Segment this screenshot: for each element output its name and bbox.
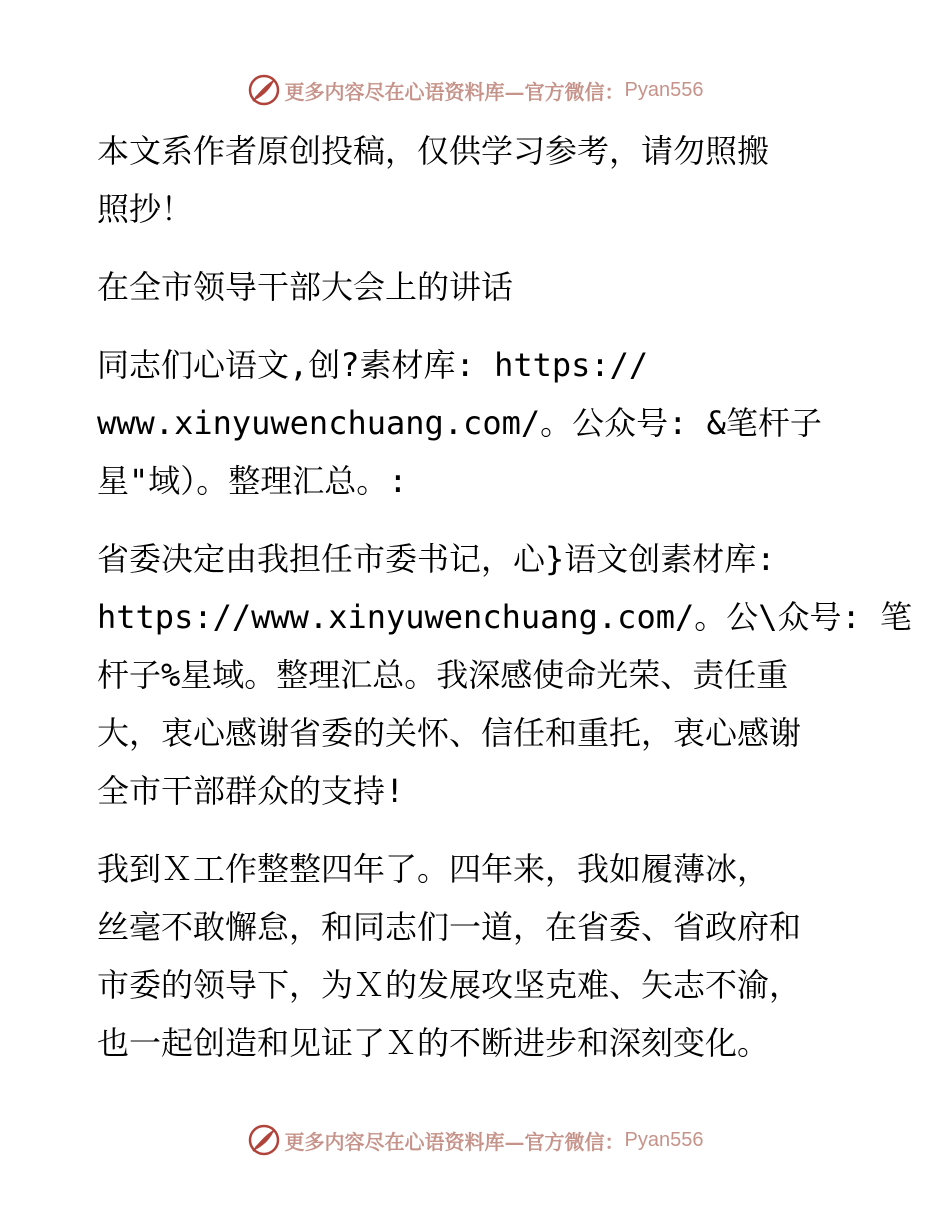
footer-banner: [0, 1120, 950, 1160]
header-wechat-id: Pyan556: [624, 78, 704, 101]
text-line: 本文系作者原创投稿，仅供学习参考，请勿照搬: [97, 132, 770, 170]
text-line: 也一起创造和见证了Ｘ的不断进步和深刻变化。: [97, 1024, 770, 1062]
text-line: 丝毫不敢懈怠，和同志们一道，在省委、省政府和: [97, 908, 802, 946]
text-line: 省委决定由我担任市委书记，心}语文创素材库:: [97, 540, 776, 578]
header-banner-text: 更多内容尽在心语资料库—官方微信：: [284, 79, 625, 104]
document-title: [97, 258, 857, 316]
text-line: 杆子%星域。整理汇总。我深感使命光荣、责任重: [97, 656, 789, 694]
paragraph: [97, 122, 857, 238]
text-line: 大，衷心感谢省委的关怀、信任和重托，衷心感谢: [97, 714, 802, 752]
text-line: 在全市领导干部大会上的讲话: [97, 268, 514, 306]
text-line: 全市干部群众的支持!: [97, 772, 405, 810]
text-line: https://www.xinyuwenchuang.com/。公\众号: 笔: [97, 598, 913, 636]
text-line: 星"域）。整理汇总。:: [97, 462, 408, 500]
header-banner: [0, 70, 950, 110]
document-body: [97, 122, 913, 1092]
text-line: 我到Ｘ工作整整四年了。四年来，我如履薄冰，: [97, 850, 770, 888]
text-line: 同志们心语文,创?素材库: https://: [97, 346, 649, 384]
paragraph: [97, 530, 913, 820]
quill-pen-logo-icon: [247, 1123, 281, 1157]
paragraph: [97, 336, 857, 510]
text-line: 照抄！: [97, 190, 194, 228]
footer-wechat-id: Pyan556: [624, 1128, 704, 1151]
text-line: 市委的领导下，为Ｘ的发展攻坚克难、矢志不渝，: [97, 966, 802, 1004]
quill-pen-logo-icon: [247, 73, 281, 107]
text-line: www.xinyuwenchuang.com/。公众号: &笔杆子: [97, 404, 822, 442]
footer-banner-text: 更多内容尽在心语资料库—官方微信：: [284, 1129, 625, 1154]
paragraph: [97, 840, 857, 1072]
